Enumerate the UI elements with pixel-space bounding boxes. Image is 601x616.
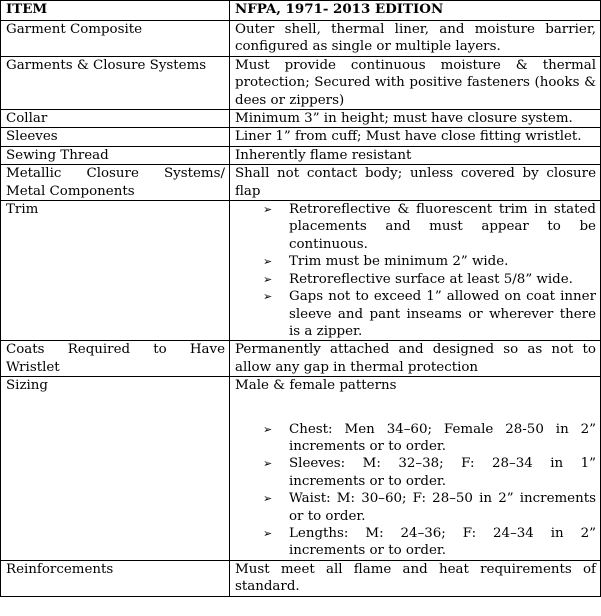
arrowhead-bullet-icon: ➢ (263, 422, 273, 436)
table-row (1, 341, 601, 377)
row-item: Sewing Thread (1, 146, 230, 164)
row-item: Sleeves (1, 128, 230, 146)
sizing-intro: Male & female patterns (235, 378, 397, 394)
list-item: ➢ Chest: Men 34–60; Female 28-50 in 2” increments or to order. (263, 421, 596, 454)
list-item: ➢ Trim must be minimum 2” wide. (263, 254, 509, 270)
list-item: ➢ Retroreflective surface at least 5/8” wide. (263, 271, 573, 287)
arrowhead-bullet-icon: ➢ (263, 272, 273, 286)
arrowhead-bullet-icon: ➢ (263, 457, 273, 471)
sizing-bullet-list (235, 421, 596, 560)
row-item: Trim (1, 201, 230, 341)
row-item: Garment Composite (1, 21, 230, 57)
row-requirement-list (230, 201, 601, 341)
row-requirement: Must meet all flame and heat requirements of standard. (230, 560, 601, 596)
row-requirement: Must provide continuous moisture & thermal protection; Secured with positive fasteners (hooks & dees or zippers) (230, 56, 601, 109)
header-edition: NFPA, 1971- 2013 EDITION (230, 1, 601, 21)
row-requirement: Inherently flame resistant (230, 146, 601, 164)
list-item: ➢ Waist: M: 30–60; F: 28–50 in 2” increments or to order. (263, 491, 596, 524)
row-requirement: Permanently attached and designed so as not to allow any gap in thermal protection (230, 341, 601, 377)
list-item: ➢ Sleeves: M: 32–38; F: 28–34 in 1” increments or to order. (263, 456, 596, 489)
table-row (1, 201, 601, 341)
spacer (235, 395, 596, 421)
table-row (1, 377, 601, 561)
list-item: ➢ Gaps not to exceed 1” allowed on coat inner sleeve and pant inseams or wherever there is a zipper. (263, 289, 596, 339)
arrowhead-bullet-icon: ➢ (263, 526, 273, 540)
table-row (1, 560, 601, 596)
row-requirement: Shall not contact body; unless covered by closure flap (230, 165, 601, 201)
table-row (1, 21, 601, 57)
table-row (1, 110, 601, 128)
row-requirement-list (230, 377, 601, 561)
list-item: ➢ Lengths: M: 24–36; F: 24–34 in 2” increments or to order. (263, 525, 596, 559)
arrowhead-bullet-icon: ➢ (263, 290, 273, 304)
row-item: Collar (1, 110, 230, 128)
row-item: Coats Required to Have Wristlet (1, 341, 230, 377)
row-item: Sizing (1, 377, 230, 561)
table-row (1, 56, 601, 109)
table-row (1, 128, 601, 146)
list-item: ➢ Retroreflective & fluorescent trim in stated placements and must appear to be continuous. (263, 202, 596, 252)
row-item: Garments & Closure Systems (1, 56, 230, 109)
table-row (1, 146, 601, 164)
arrowhead-bullet-icon: ➢ (263, 255, 273, 269)
arrowhead-bullet-icon: ➢ (263, 492, 273, 506)
header-item: ITEM (1, 1, 230, 21)
table-header-row (1, 1, 601, 21)
row-requirement: Liner 1” from cuff; Must have close fitting wristlet. (230, 128, 601, 146)
row-requirement: Outer shell, thermal liner, and moisture barrier, configured as single or multiple layers. (230, 21, 601, 57)
row-item: Reinforcements (1, 560, 230, 596)
arrowhead-bullet-icon: ➢ (263, 203, 273, 217)
table-row (1, 165, 601, 201)
trim-bullet-list (235, 201, 596, 340)
row-requirement: Minimum 3” in height; must have closure system. (230, 110, 601, 128)
row-item: Metallic Closure Systems/ Metal Components (1, 165, 230, 201)
